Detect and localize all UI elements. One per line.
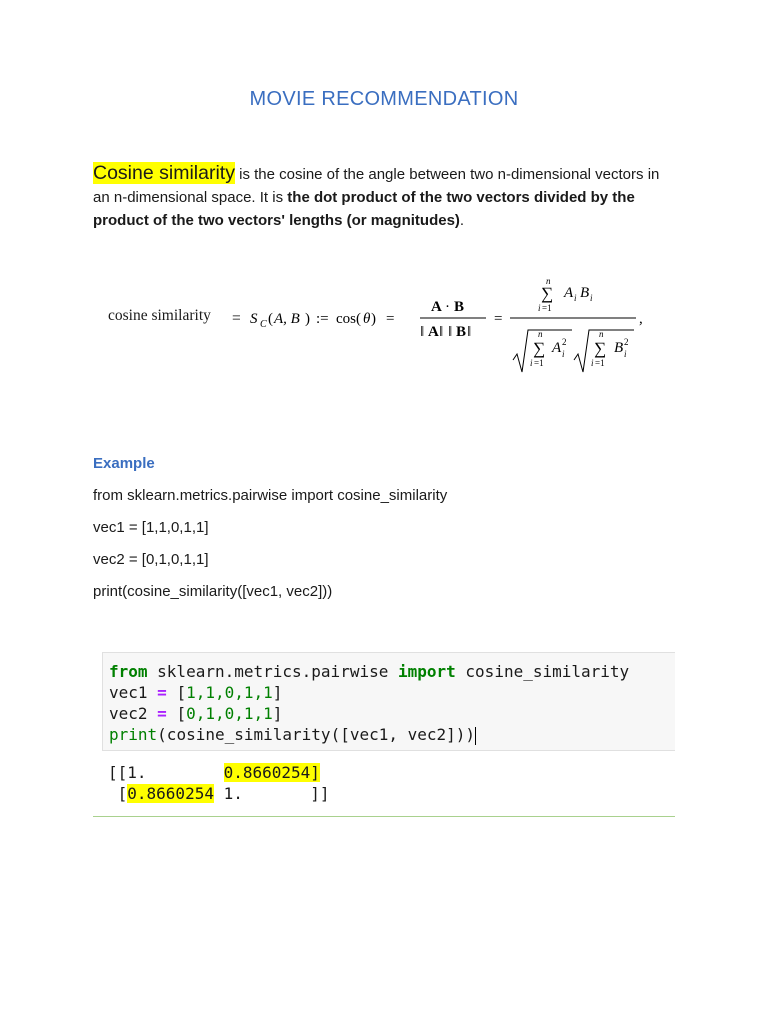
text-cursor [475, 727, 476, 745]
example-line-vec2: vec2 = [0,1,0,1,1] [93, 551, 209, 568]
svg-text:θ: θ [363, 311, 371, 327]
intro-paragraph [93, 162, 673, 232]
highlighted-term: Cosine similarity [93, 162, 235, 184]
divider-line [93, 816, 675, 817]
example-heading: Example [93, 455, 155, 472]
svg-text:,: , [639, 311, 643, 327]
svg-text:‖: ‖ [467, 324, 472, 340]
svg-text:cos(: cos( [336, 311, 361, 327]
svg-text:i: i [538, 303, 541, 313]
svg-text:): ) [371, 311, 376, 327]
code-line-3: vec2 = [0,1,0,1,1] [109, 704, 283, 723]
svg-text:): ) [305, 311, 310, 327]
intro-text: is the cosine of the angle between two n-dimensional vectors in an n-dimensional space. It is [93, 166, 660, 206]
output-row-2: [0.8660254 1. ]] [108, 784, 330, 803]
example-line-vec1: vec1 = [1,1,0,1,1] [93, 519, 209, 536]
svg-text:=1: =1 [534, 358, 544, 368]
svg-text:A: A [428, 324, 439, 340]
svg-text:∑: ∑ [594, 339, 607, 358]
svg-text:=1: =1 [542, 303, 552, 313]
svg-text:i: i [590, 293, 593, 303]
svg-text:‖: ‖ [420, 324, 425, 340]
svg-text:C: C [260, 319, 267, 330]
code-line-1: from sklearn.metrics.pairwise import cosine_similarity [109, 662, 630, 681]
svg-text:i: i [530, 358, 533, 368]
svg-text:(: ( [268, 311, 273, 327]
intro-end: . [459, 212, 465, 229]
intro-bold-text: the dot product of the two vectors divided by the product of the two vectors' lengths (or magnitudes) [93, 189, 635, 229]
output-row-1: [[1. 0.8660254] [108, 763, 320, 782]
svg-text:B: B [454, 299, 465, 315]
svg-text:2: 2 [624, 337, 629, 347]
code-line-4: print(cosine_similarity([vec1, vec2])) [109, 725, 476, 744]
code-output [108, 762, 330, 804]
svg-text:n: n [599, 329, 604, 339]
example-line-print: print(cosine_similarity([vec1, vec2])) [93, 583, 333, 600]
formula-graphic [108, 272, 648, 382]
svg-text:i: i [591, 358, 594, 368]
svg-text:n: n [546, 276, 551, 286]
svg-text:=: = [494, 311, 503, 327]
formula-lhs-label: cosine similarity [108, 307, 211, 324]
page-title: MOVIE RECOMMENDATION [249, 88, 519, 110]
svg-text:A: A [552, 340, 562, 356]
svg-text:‖: ‖ [448, 324, 453, 340]
svg-text:S: S [250, 311, 258, 327]
svg-text:2: 2 [562, 337, 567, 347]
cosine-formula [108, 272, 648, 382]
example-line-import: from sklearn.metrics.pairwise import cosine_similarity [93, 487, 448, 504]
svg-text::=: := [316, 311, 329, 327]
svg-text:∑: ∑ [533, 339, 546, 358]
svg-text:B: B [580, 285, 590, 301]
code-line-2: vec1 = [1,1,0,1,1] [109, 683, 283, 702]
svg-text:i: i [574, 293, 577, 303]
svg-text:=: = [386, 311, 395, 327]
svg-text:∑: ∑ [541, 284, 554, 303]
svg-text:i: i [562, 349, 565, 359]
code-cell[interactable] [102, 652, 675, 751]
svg-text:A, B: A, B [274, 311, 300, 327]
svg-text:·: · [445, 299, 450, 315]
svg-text:=: = [232, 310, 241, 327]
svg-text:n: n [538, 329, 543, 339]
svg-text:=1: =1 [595, 358, 605, 368]
svg-text:‖: ‖ [439, 324, 444, 340]
svg-text:i: i [624, 349, 627, 359]
svg-text:B: B [456, 324, 467, 340]
svg-text:A: A [431, 299, 442, 315]
svg-text:A: A [564, 285, 574, 301]
svg-text:B: B [614, 340, 624, 356]
